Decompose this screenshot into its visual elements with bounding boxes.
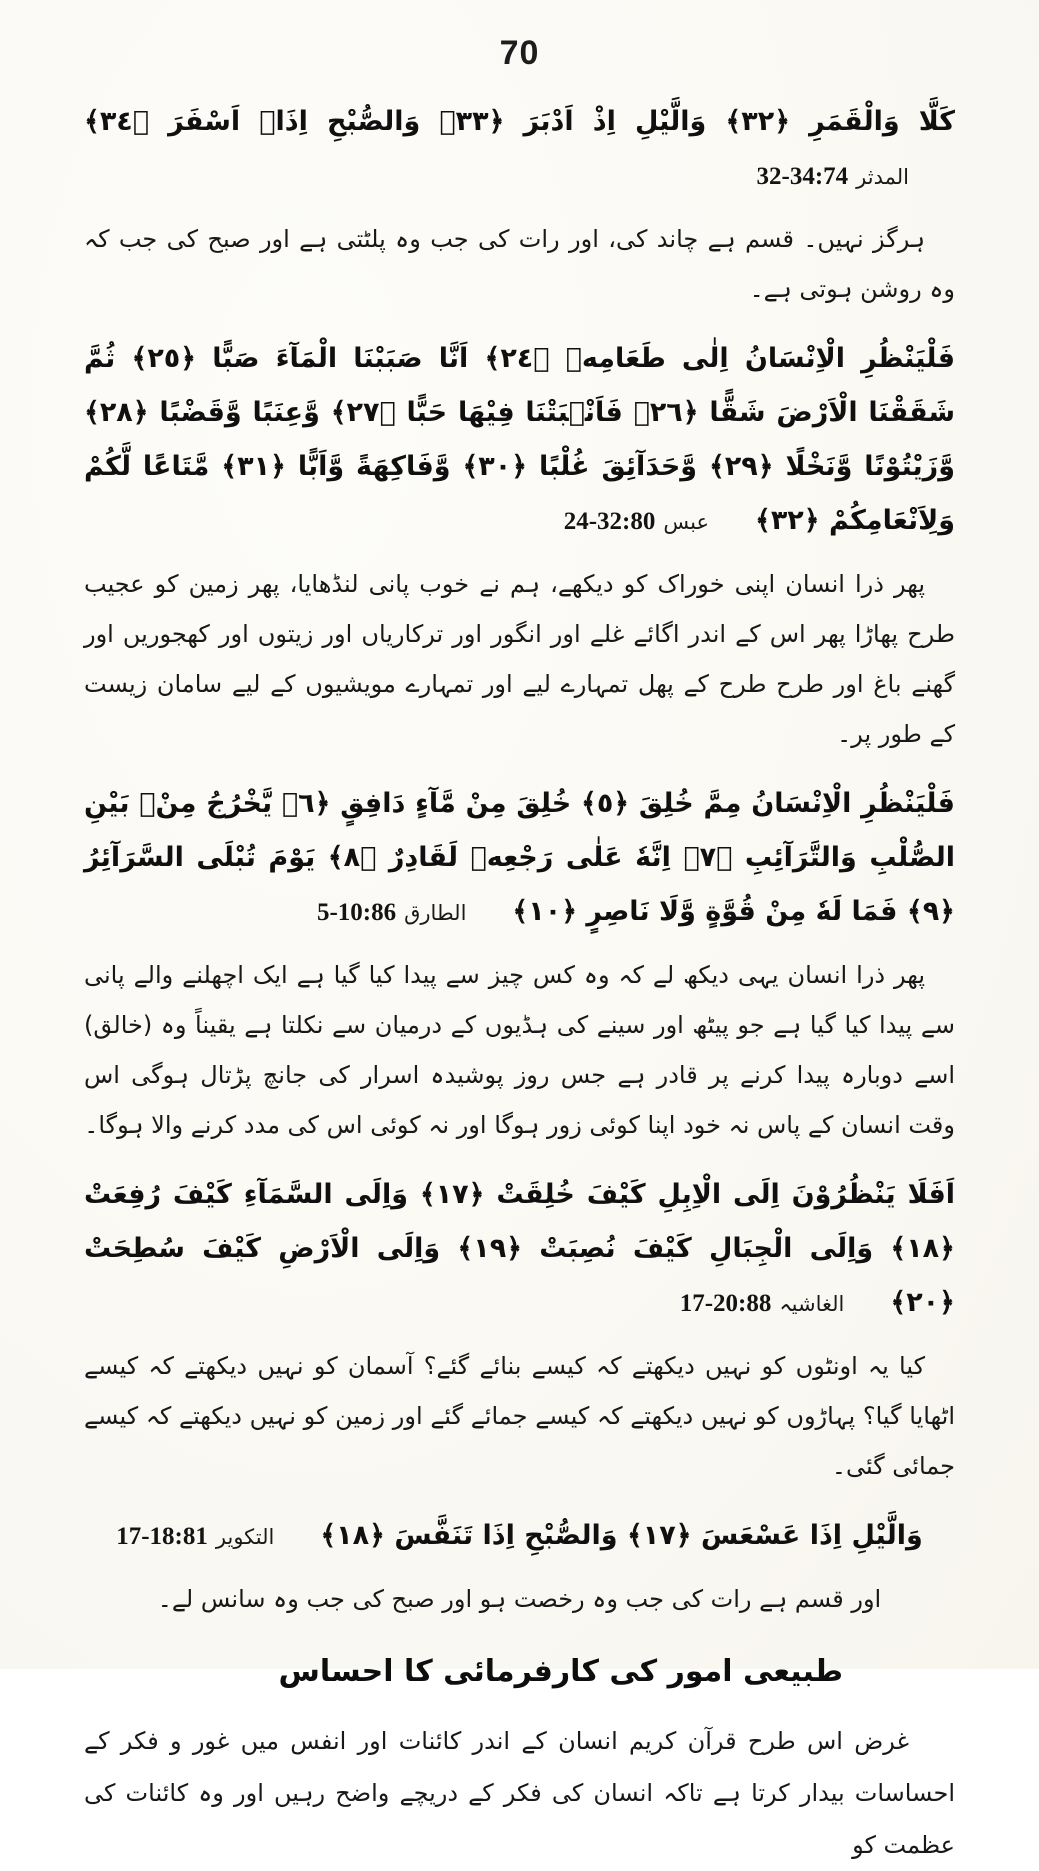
arabic-verse <box>84 1168 955 1331</box>
surah-name: عبس <box>663 510 709 534</box>
urdu-translation: کیا یہ اونٹوں کو نہیں دیکھتے کہ کیسے بنائے گئے؟ آسمان کو نہیں دیکھتے کہ کیسے اٹھایا گیا؟ پہاڑوں کو نہیں دیکھتے کہ کیسے جمائے گئے اور زمین کو نہیں دیکھتے کہ کیسے جمائی گئی۔ <box>84 1352 955 1480</box>
surah-name: التكوير <box>215 1525 275 1549</box>
section-heading: طبیعی امور کی کارفرمائی کا احساس <box>278 1654 843 1689</box>
arabic-verse-text: كَلَّا وَالْقَمَرِ ﴿٣٢﴾ وَالَّيْلِ اِذْ اَدْبَرَ ﴿٣٣﴾ وَالصُّبْحِ اِذَاۤ اَسْفَرَ ﴿٣٤﴾ <box>84 106 956 137</box>
verse-block-ghashiyah <box>84 1168 955 1491</box>
arabic-verse <box>84 777 955 940</box>
verse-numbers: 17-20:88 <box>679 1290 772 1317</box>
page-number: 70 <box>499 34 540 72</box>
arabic-verse-text: فَلْيَنْظُرِ الْاِنْسَانُ اِلٰى طَعَامِهٖ ﴿٢٤﴾ اَنَّا صَبَبْنَا الْمَآءَ صَبًّا ﴿٢٥﴾ ثُمَّ شَقَقْنَا الْاَرْضَ شَقًّا ﴿٢٦﴾ فَاَنْۢبَتْنَا فِيْهَا حَبًّا ﴿٢٧﴾ وَّعِنَبًا وَّقَضْبًا ﴿٢٨﴾ وَّزَيْتُوْنًا وَّنَخْلًا ﴿٢٩﴾ وَّحَدَآئِقَ غُلْبًا ﴿٣٠﴾ وَّفَاكِهَةً وَّاَبًّا ﴿٣١﴾ مَّتَاعًا لَّكُمْ وَلِاَنْعَامِكُمْ ﴿٣٢﴾ <box>84 343 955 536</box>
arabic-verse <box>84 332 955 549</box>
verse-numbers: 5-10:86 <box>316 899 397 926</box>
surah-name: الطارق <box>404 901 467 925</box>
surah-name: الغاشیہ <box>779 1292 845 1316</box>
verse-reference <box>680 1287 845 1318</box>
verse-numbers: 32-34:74 <box>756 163 849 190</box>
verse-reference <box>564 505 709 536</box>
urdu-translation: پھر ذرا انسان اپنی خوراک کو دیکھے، ہم نے خوب پانی لنڈھایا، پھر زمین کو عجیب طرح پھاڑا پھر اس کے اندر اگائے غلے اور انگور اور ترکاریاں اور زیتوں اور کھجوریں اور گھنے باغ اور طرح طرح کے پھل تمہارے لیے اور تمہارے مویشیوں کے لیے سامان زیست کے طور پر۔ <box>84 570 955 748</box>
verse-block-takwir <box>84 1509 955 1624</box>
urdu-translation: ہرگز نہیں۔ قسم ہے چاند کی، اور رات کی جب وہ پلٹتی ہے اور صبح کی جب کہ وہ روشن ہوتی ہے۔ <box>84 225 955 303</box>
verse-block-tariq <box>84 777 955 1150</box>
arabic-verse-text: فَلْيَنْظُرِ الْاِنْسَانُ مِمَّ خُلِقَ ﴿٥﴾ خُلِقَ مِنْ مَّآءٍ دَافِقٍ ﴿٦﴾ يَّخْرُجُ مِنْۢ بَيْنِ الصُّلْبِ وَالتَّرَآئِبِ ﴿٧﴾ اِنَّهٗ عَلٰى رَجْعِهٖ لَقَادِرٌ ﴿٨﴾ يَوْمَ تُبْلَى السَّرَآئِرُ ﴿٩﴾ فَمَا لَهٗ مِنْ قُوَّةٍ وَّلَا نَاصِرٍ ﴿١٠﴾ <box>84 788 955 927</box>
urdu-translation: پھر ذرا انسان یہی دیکھ لے کہ وہ کس چیز سے پیدا کیا گیا ہے ایک اچھلنے والے پانی سے پیدا کیا گیا ہے جو پیٹھ اور سینے کی ہڈیوں کے درمیان سے نکلتا ہے یقیناً وہ (خالق) اسے دوبارہ پیدا کرنے پر قادر ہے جس روز پوشیدہ اسرار کی جانچ پڑتال ہوگی اس وقت انسان کے پاس نہ خود اپنا کوئی زور ہوگا اور نہ کوئی اس کی مدد کرنے والا ہوگا۔ <box>84 961 955 1139</box>
arabic-verse <box>84 95 955 204</box>
verse-numbers: 24-32:80 <box>563 508 656 535</box>
verse-block-abasa <box>84 332 955 759</box>
verse-numbers: 17-18:81 <box>116 1523 208 1550</box>
verse-reference <box>317 896 466 927</box>
urdu-translation: اور قسم ہے رات کی جب وہ رخصت ہو اور صبح کی جب وہ سانس لے۔ <box>157 1585 882 1613</box>
surah-name: المدثر <box>856 165 909 189</box>
arabic-verse-text: وَالَّيْلِ اِذَا عَسْعَسَ ﴿١٧﴾ وَالصُّبْحِ اِذَا تَنَفَّسَ ﴿١٨﴾ <box>320 1520 923 1551</box>
verse-reference <box>116 1520 274 1551</box>
verse-block-muddathir <box>84 95 955 314</box>
verse-reference <box>757 160 909 191</box>
closing-paragraph: غرض اس طرح قرآن کریم انسان کے اندر کائنات اور انفس میں غور و فکر کے احساسات بیدار کرتا ہے تاکہ انسان کی فکر کے دریچے واضح رہیں اور وہ کائنات کی عظمت کو <box>84 1727 955 1859</box>
arabic-verse <box>84 1509 955 1564</box>
arabic-verse-text: اَفَلَا يَنْظُرُوْنَ اِلَى الْاِبِلِ كَيْفَ خُلِقَتْ ﴿١٧﴾ وَاِلَى السَّمَآءِ كَيْفَ رُفِعَتْ ﴿١٨﴾ وَاِلَى الْجِبَالِ كَيْفَ نُصِبَتْ ﴿١٩﴾ وَاِلَى الْاَرْضِ كَيْفَ سُطِحَتْ ﴿٢٠﴾ <box>84 1179 956 1318</box>
